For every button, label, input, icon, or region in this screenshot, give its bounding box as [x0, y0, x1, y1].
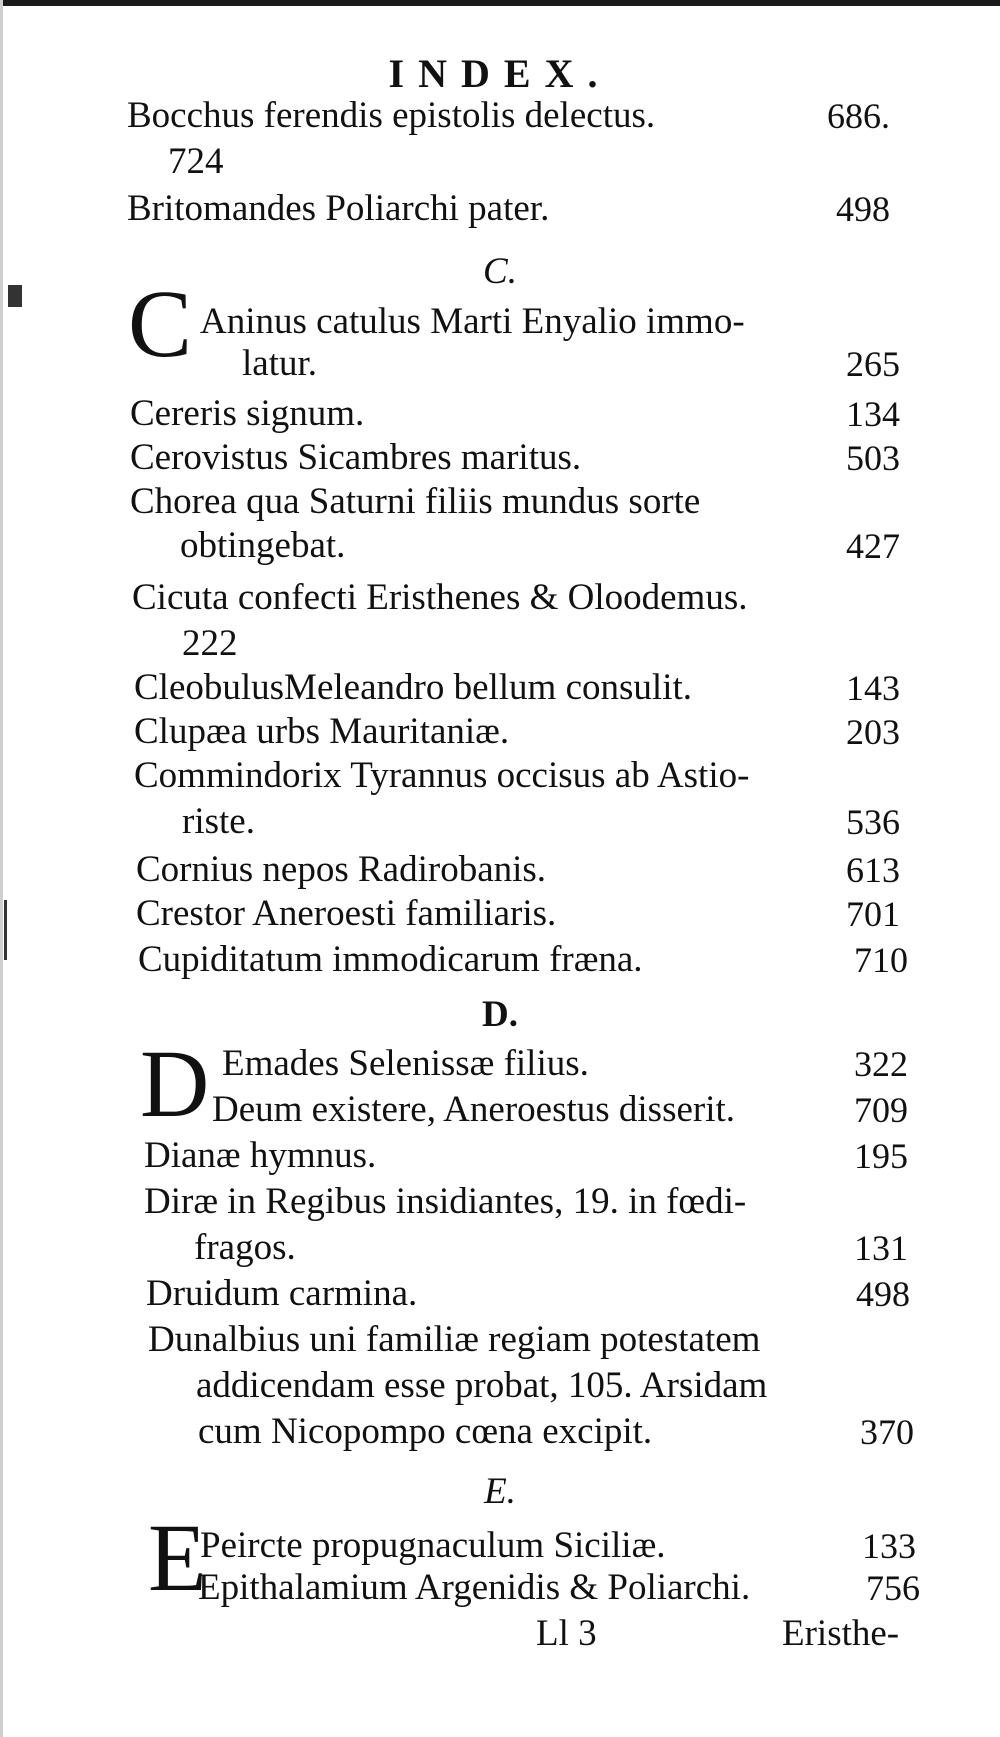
index-entry-continuation: addicendam esse probat, 105. Arsidam	[196, 1365, 768, 1406]
index-entry-continuation: latur.	[242, 343, 318, 384]
page-number: 203	[846, 712, 900, 752]
margin-speck	[4, 900, 7, 960]
page-number: 613	[846, 850, 900, 890]
index-entry: Epithalamium Argenidis & Poliarchi.	[198, 1567, 751, 1608]
page-number: 701	[846, 894, 900, 934]
page-number: 724	[168, 141, 224, 182]
page-number: 195	[854, 1136, 908, 1176]
page-number: 143	[846, 668, 900, 708]
drop-cap-c: C	[128, 270, 193, 377]
page-title: INDEX.	[388, 51, 612, 96]
drop-cap-d: D	[140, 1030, 210, 1137]
signature-mark: Ll 3	[536, 1613, 597, 1654]
index-entry: Emades Selenissæ filius.	[222, 1043, 589, 1084]
section-heading-d: D.	[482, 994, 518, 1035]
page-number: 498	[856, 1274, 910, 1314]
page-number: 686.	[827, 96, 890, 136]
index-entry: Dunalbius uni familiæ regiam potestatem	[148, 1319, 761, 1360]
index-entry: Chorea qua Saturni filiis mundus sorte	[130, 481, 701, 522]
page-number: 536	[846, 802, 900, 842]
page-number: 133	[862, 1526, 916, 1566]
index-entry: Clupæa urbs Mauritaniæ.	[134, 711, 510, 752]
page-number: 427	[846, 526, 900, 566]
index-entry: Cicuta confecti Eristhenes & Oloodemus.	[132, 577, 748, 618]
index-entry: Commindorix Tyrannus occisus ab Astio-	[134, 755, 750, 796]
index-entry: Cupiditatum immodicarum fræna.	[138, 939, 643, 980]
page-number: 131	[854, 1228, 908, 1268]
page-number: 370	[860, 1412, 914, 1452]
catchword: Eristhe-	[782, 1613, 900, 1654]
section-heading-c: C.	[483, 251, 517, 292]
index-entry: Deum existere, Aneroestus disserit.	[212, 1089, 736, 1130]
index-entry-continuation: riste.	[182, 801, 255, 842]
section-heading-e: E.	[484, 1471, 516, 1512]
index-entry: Dianæ hymnus.	[144, 1135, 377, 1176]
index-entry: Cerovistus Sicambres maritus.	[130, 437, 582, 478]
page-top-edge	[0, 0, 1000, 6]
page-number: 503	[846, 438, 900, 478]
index-entry-continuation: fragos.	[194, 1227, 296, 1268]
page-number: 498	[836, 189, 890, 229]
index-entry: Bocchus ferendis epistolis delectus.	[127, 95, 656, 136]
index-entry: CleobulusMeleandro bellum consulit.	[134, 667, 692, 708]
page-number: 134	[846, 394, 900, 434]
index-entry-continuation: obtingebat.	[180, 525, 346, 566]
index-entry: Cereris signum.	[130, 393, 365, 434]
page-number: 709	[854, 1090, 908, 1130]
page-number: 756	[866, 1568, 920, 1608]
drop-cap-e: E	[148, 1504, 207, 1611]
index-entry: Diræ in Regibus insidiantes, 19. in fœdi-	[144, 1181, 747, 1222]
index-entry: Druidum carmina.	[146, 1273, 418, 1314]
index-entry: Peircte propugnaculum Siciliæ.	[200, 1525, 666, 1566]
index-entry-continuation: cum Nicopompo cœna excipit.	[198, 1411, 653, 1452]
page-number: 710	[854, 940, 908, 980]
index-entry: Cornius nepos Radirobanis.	[136, 849, 547, 890]
index-entry: Aninus catulus Marti Enyalio immo-	[200, 301, 745, 342]
page-number: 222	[182, 623, 238, 664]
index-entry: Crestor Aneroesti familiaris.	[136, 893, 557, 934]
page-number: 265	[846, 344, 900, 384]
index-entry: Britomandes Poliarchi pater.	[127, 188, 550, 229]
page-number: 322	[854, 1044, 908, 1084]
